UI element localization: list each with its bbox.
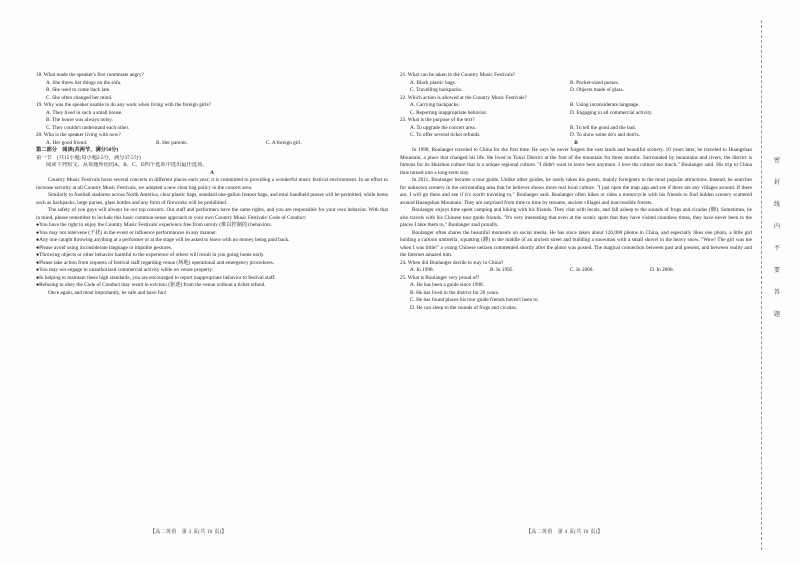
seal-char: 不 <box>773 246 780 252</box>
question-19: 19. Why was the speaker unable to do any work when living with the foreign girls? <box>36 102 211 108</box>
option: D. To show some do's and don'ts. <box>570 132 640 138</box>
option: D. Engaging in all commercial activity. <box>570 109 653 116</box>
code-bullet: ●You may not engage in unauthorized commercial activity while on venue property. <box>36 267 213 273</box>
option: C. She often changed her mind. <box>46 94 113 101</box>
option: C. Reporting inappropriate behavior. <box>410 109 488 116</box>
option: D. Objects made of glass. <box>570 87 624 93</box>
option: B. To tell the good and the bad. <box>570 124 636 131</box>
option: B. Pocket-sized purses. <box>570 79 619 86</box>
option: A. He has been a guide since 1998. <box>410 282 484 288</box>
seal-char: 答 <box>773 290 780 296</box>
option: A. She threw her things on the sofa. <box>46 79 122 86</box>
page-footer-left: 【高二英语 第 3 页(共 10 页)】 <box>150 530 227 535</box>
code-bullet: ●Any one caught throwing anything at a performer or at the stage will be asked to leave with no money being paid back. <box>36 237 290 243</box>
code-bullet: ●Refusing to obey the Code of Conduct may result in eviction (驱逐) from the venue without a ticket refund. <box>36 282 266 288</box>
section-heading: 第一节 (共15小题;每小题2.5分，满分37.5分) <box>36 154 141 161</box>
passage-paragraph: Boulanger enjoys time spent camping and hiking with his friends. They chat with locals, and fall asleep to the sounds of frogs and cicadas (蝉). Sometimes, he also travels with his Chinese tour guide friends. "It's very interesting that even at the scenic spots that they have visited countless times, they have never been to the places I take them to," Boulanger said proudly. <box>400 207 752 228</box>
option: C. They couldn't understand each other. <box>46 124 130 131</box>
option: C. Travelling backpacks. <box>410 87 463 93</box>
code-bullet: ●Please take action from requests of festival staff regarding venue (场地) operational and emergency procedures. <box>36 259 275 266</box>
option: C. In 2000. <box>570 267 594 273</box>
seal-char: 题 <box>773 312 780 318</box>
passage-paragraph: Boulanger often shares the beautiful moments on social media. He has since taken about 120,000 photos in China, and especially likes one photo, a little girl holding a cartoon umbrella, squatting (蹲) in the middle of an ancient street and building a snowman with a small shovel in the heavy snow. "Wow! The girl was me when I was little!" a young Chinese netizen commented shortly after the photo was posted. The magical connection between past and present, and between reality and the Internet amazed him. <box>400 229 752 258</box>
option: B. She used to come back late. <box>46 87 111 93</box>
question-22: 22. Which action is allowed at the Country Music Festivals? <box>400 94 527 101</box>
instruction: 阅读下列短文，从每题所给的A、B、C、D四个选项中选出最佳选项。 <box>46 162 208 168</box>
seal-char: 内 <box>773 224 780 230</box>
code-bullet: ●You have the right to enjoy the Country Music Festivals' experience free from unruly (难以控制的) behaviors. <box>36 222 272 228</box>
question-18: 18. What made the speaker's first roommate angry? <box>36 72 144 78</box>
part-heading: 第二部分 阅读(共两节，满分50分) <box>36 147 119 153</box>
passage-paragraph: The safety of you guys will always be our top concern. Our staff and performers have the same rights, and you are responsible for your own behavior. With that in mind, please remember to include this basic common-sense approach to your own Country Music Festivals' Code of Conduct: <box>36 207 388 221</box>
question-24: 24. When did Boulanger decide to stay in China? <box>400 259 504 266</box>
passage-closing: Once again, and most importantly, be safe and have fun! <box>48 289 167 296</box>
passage-paragraph: Similarly to football stadiums across North America, clear plastic bags, standard one-gallon freezer bags, and mini handheld purses will be permitted, while items such as backpacks, large purses, glass bottles and any form of fireworks will be prohibited. <box>36 192 388 206</box>
seal-char: 线 <box>773 202 780 208</box>
seal-char: 要 <box>773 268 780 274</box>
option: A. They lived in such a small house. <box>46 109 123 116</box>
seal-dashed-line <box>761 20 762 550</box>
question-20: 20. Who is the speaker living with now? <box>36 132 121 138</box>
option: A. Carrying backpacks. <box>410 102 460 108</box>
left-column <box>36 72 388 297</box>
option: B. The house was always noisy. <box>46 117 113 123</box>
options-grid <box>400 102 752 117</box>
option: C. He has found places his tour guide friends haven't been to. <box>410 297 539 303</box>
options-grid <box>400 125 752 140</box>
seal-char: 封 <box>773 180 780 186</box>
option: C. A foreign girl. <box>266 139 302 146</box>
question-23: 23. What is the purpose of the text? <box>400 117 475 123</box>
option: B. Her parents. <box>156 139 188 146</box>
option: A. To upgrade the concert area. <box>410 124 476 131</box>
passage-paragraph: In 1998, Boulanger traveled to China for the first time. He says he never forgets the vast lands and beautiful scenery. 10 years later, he traveled to Huangshan Mountain, a place that changed his life. He lived in Tunxi District at the foot of the mountain for three months. Surrounded by mountains and rivers, the district is famous for its Huizhou culture that is a unique regional culture. "I didn't want to leave here anymore. I love the culture too much," Boulanger said. His trip to China thus turned into a long-term stay. <box>400 147 752 176</box>
code-bullet: ●You may not intervene (干扰) in the event or influence performances in any manner. <box>36 229 217 236</box>
option: B. He has lived in the district for 20 years. <box>410 289 500 296</box>
code-bullet: ●In helping to maintain these high standards, you are encouraged to report inappropriate behavior to festival staff. <box>36 274 276 281</box>
passage-label-b: B <box>574 139 578 146</box>
seal-line-text <box>770 150 784 326</box>
option: D. In 2008. <box>650 267 674 273</box>
option: A. In 1998. <box>410 267 434 273</box>
code-bullet: ●Throwing objects or other behavior harmful to the experience of others will result in you going home early. <box>36 252 265 258</box>
page-footer-right: 【高二英语 第 4 页(共 10 页)】 <box>526 530 603 535</box>
passage-label-a: A <box>210 169 214 176</box>
options-grid <box>400 80 752 95</box>
option: A. Black plastic bags. <box>410 79 456 86</box>
right-column <box>400 72 752 312</box>
options-row <box>36 140 388 148</box>
option: A. Her good friend. <box>46 139 88 146</box>
option: B. In 1995. <box>490 267 514 273</box>
question-25: 25. What is Boulanger very proud of? <box>400 274 480 281</box>
code-bullet: ●Please avoid using inconsiderate language or impolite gestures. <box>36 244 173 251</box>
passage-paragraph: Country Music Festivals hosts several concerts in different places each year; it is committed to providing a wonderful music festival environment. In an effort to increase security at all Country Music Festivals, we adopted a new clear bag policy in the concert area. <box>36 177 388 191</box>
option: D. He can sleep to the sounds of frogs and cicadas. <box>410 304 518 311</box>
option: B. Using inconsiderate language. <box>570 102 640 108</box>
passage-paragraph: In 2011, Boulanger became a tour guide. Unlike other guides, he rarely takes his guests, mainly foreigners to the most popular attractions. Instead, he searches for unknown scenery in the surrounding area that he believes shows more real local culture. "I just open the map app and see if there are any villages around. If there are, I will go there and see if it's worth traveling to," Boulanger said. Boulanger often hikes or rides a motorcycle with his friends to find hidden scenery scattered around Huangshan Mountain. They are surprised from time to time by streams, ancient villages and inaccessible forests. <box>400 177 752 206</box>
seal-char: 密 <box>773 158 780 164</box>
option: C. To offer several ticket refunds. <box>410 132 481 138</box>
question-21: 21. What can be taken to the Country Music Festivals? <box>400 72 516 78</box>
options-row <box>400 267 752 275</box>
